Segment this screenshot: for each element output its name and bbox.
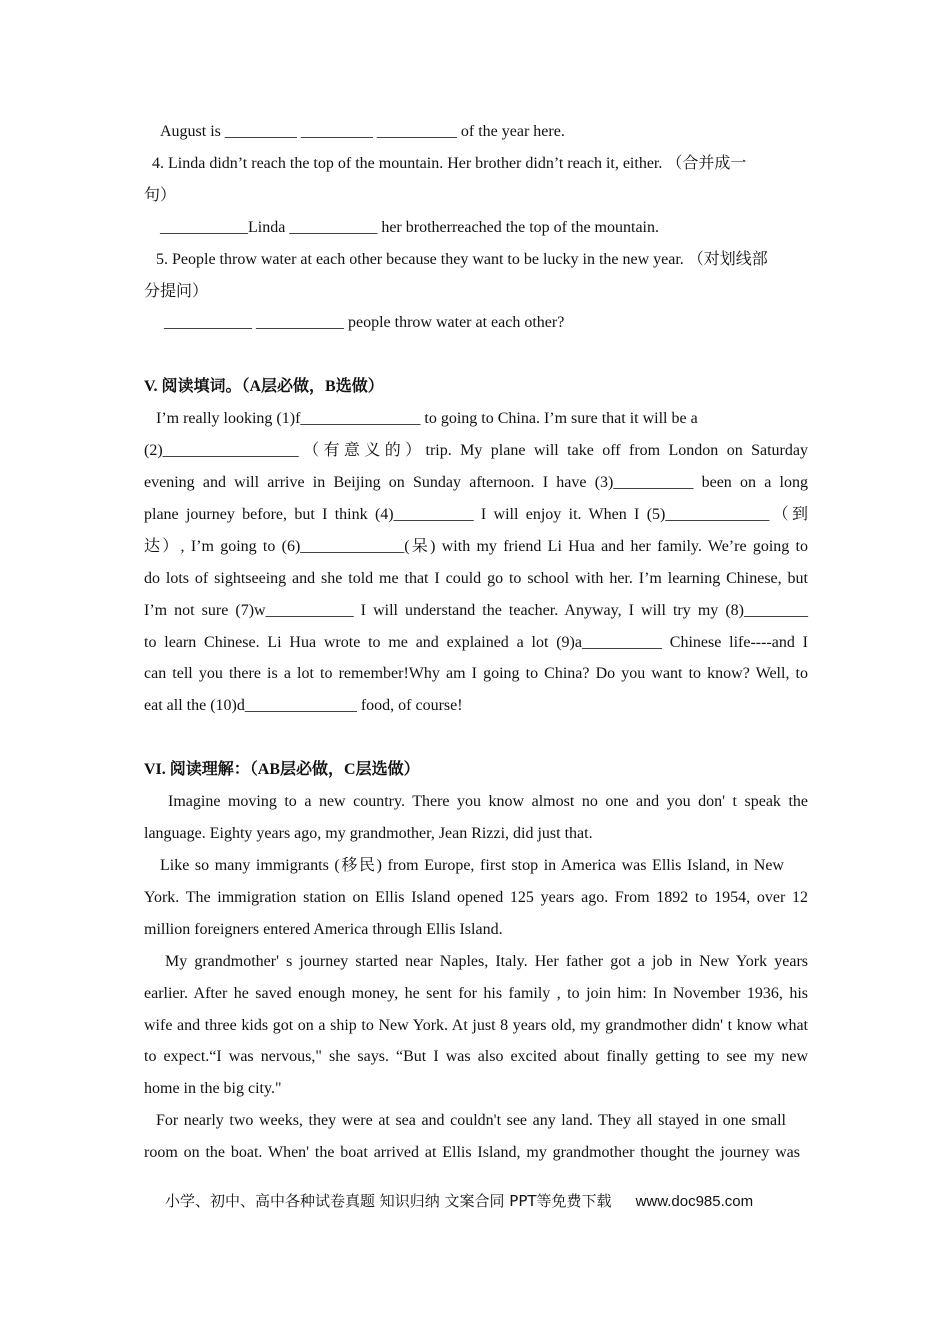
section-v-heading: V. 阅读填词。（A层必做，B选做） bbox=[144, 378, 384, 395]
page-footer bbox=[165, 1190, 753, 1211]
section-vi-heading: VI. 阅读理解：（AB层必做，C层选做） bbox=[144, 761, 420, 778]
exercise-line: August is _________ _________ __________ of the year here. bbox=[160, 123, 565, 140]
passage-line: I’m not sure (7)w___________ I will understand the teacher. Anyway, I will try my (8)________ bbox=[144, 602, 808, 619]
exercise-answer-line: ___________Linda ___________ her brotherreached the top of the mountain. bbox=[160, 219, 659, 236]
footer-text: 小学、初中、高中各种试卷真题 知识归纳 文案合同 PPT等免费下载 bbox=[165, 1192, 612, 1210]
passage-line: million foreigners entered America through Ellis Island. bbox=[144, 921, 503, 938]
passage-line: I’m really looking (1)f_______________ to going to China. I’m sure that it will be a bbox=[156, 410, 698, 427]
passage-line: can tell you there is a lot to remember!Why am I going to China? Do you want to know? Well, to bbox=[144, 665, 808, 682]
passage-line: earlier. After he saved enough money, he sent for his family , to join him: In November 1936, his bbox=[144, 985, 808, 1002]
passage-line: Like so many immigrants (移民) from Europe, first stop in America was Ellis Island, in New bbox=[160, 857, 784, 874]
exercise-answer-line: ___________ ___________ people throw water at each other? bbox=[164, 314, 565, 331]
passage-line: (2)_________________（有意义的）trip. My plane will take off from London on Saturday bbox=[144, 442, 808, 459]
passage-line: Imagine moving to a new country. There you know almost no one and you don' t speak the bbox=[168, 793, 808, 810]
passage-line: room on the boat. When' the boat arrived at Ellis Island, my grandmother thought the journey was bbox=[144, 1144, 800, 1161]
passage-line: York. The immigration station on Ellis Island opened 125 years ago. From 1892 to 1954, over 12 bbox=[144, 889, 808, 906]
passage-line: to expect.“I was nervous," she says. “But I was also excited about finally getting to see my new bbox=[144, 1048, 808, 1065]
passage-line: home in the big city." bbox=[144, 1080, 282, 1097]
passage-line: language. Eighty years ago, my grandmother, Jean Rizzi, did just that. bbox=[144, 825, 593, 842]
passage-line: eat all the (10)d______________ food, of course! bbox=[144, 697, 463, 714]
passage-line: plane journey before, but I think (4)__________ I will enjoy it. When I (5)_____________（到 bbox=[144, 506, 808, 523]
passage-line: 达）, I’m going to (6)_____________(呆) with my friend Li Hua and her family. We’re going to bbox=[144, 538, 808, 555]
exercise-line: 分提问） bbox=[144, 283, 209, 300]
passage-line: do lots of sightseeing and she told me that I could go to school with her. I’m learning Chinese, but bbox=[144, 570, 808, 587]
exercise-line: 句） bbox=[144, 187, 177, 204]
passage-line: to learn Chinese. Li Hua wrote to me and explained a lot (9)a__________ Chinese life----and I bbox=[144, 634, 808, 651]
passage-line: For nearly two weeks, they were at sea and couldn't see any land. They all stayed in one small bbox=[156, 1112, 786, 1129]
footer-link[interactable]: www.doc985.com bbox=[635, 1193, 754, 1210]
exercise-question-4: 4. Linda didn’t reach the top of the mountain. Her brother didn’t reach it, either. （合并成一 bbox=[152, 155, 747, 172]
exercise-question-5: 5. People throw water at each other because they want to be lucky in the new year. （对划线部 bbox=[156, 251, 768, 268]
passage-line: evening and will arrive in Beijing on Sunday afternoon. I have (3)__________ been on a long bbox=[144, 474, 808, 491]
passage-line: wife and three kids got on a ship to New York. At just 8 years old, my grandmother didn' t know what bbox=[144, 1017, 808, 1034]
passage-line: My grandmother' s journey started near Naples, Italy. Her father got a job in New York years bbox=[165, 953, 808, 970]
